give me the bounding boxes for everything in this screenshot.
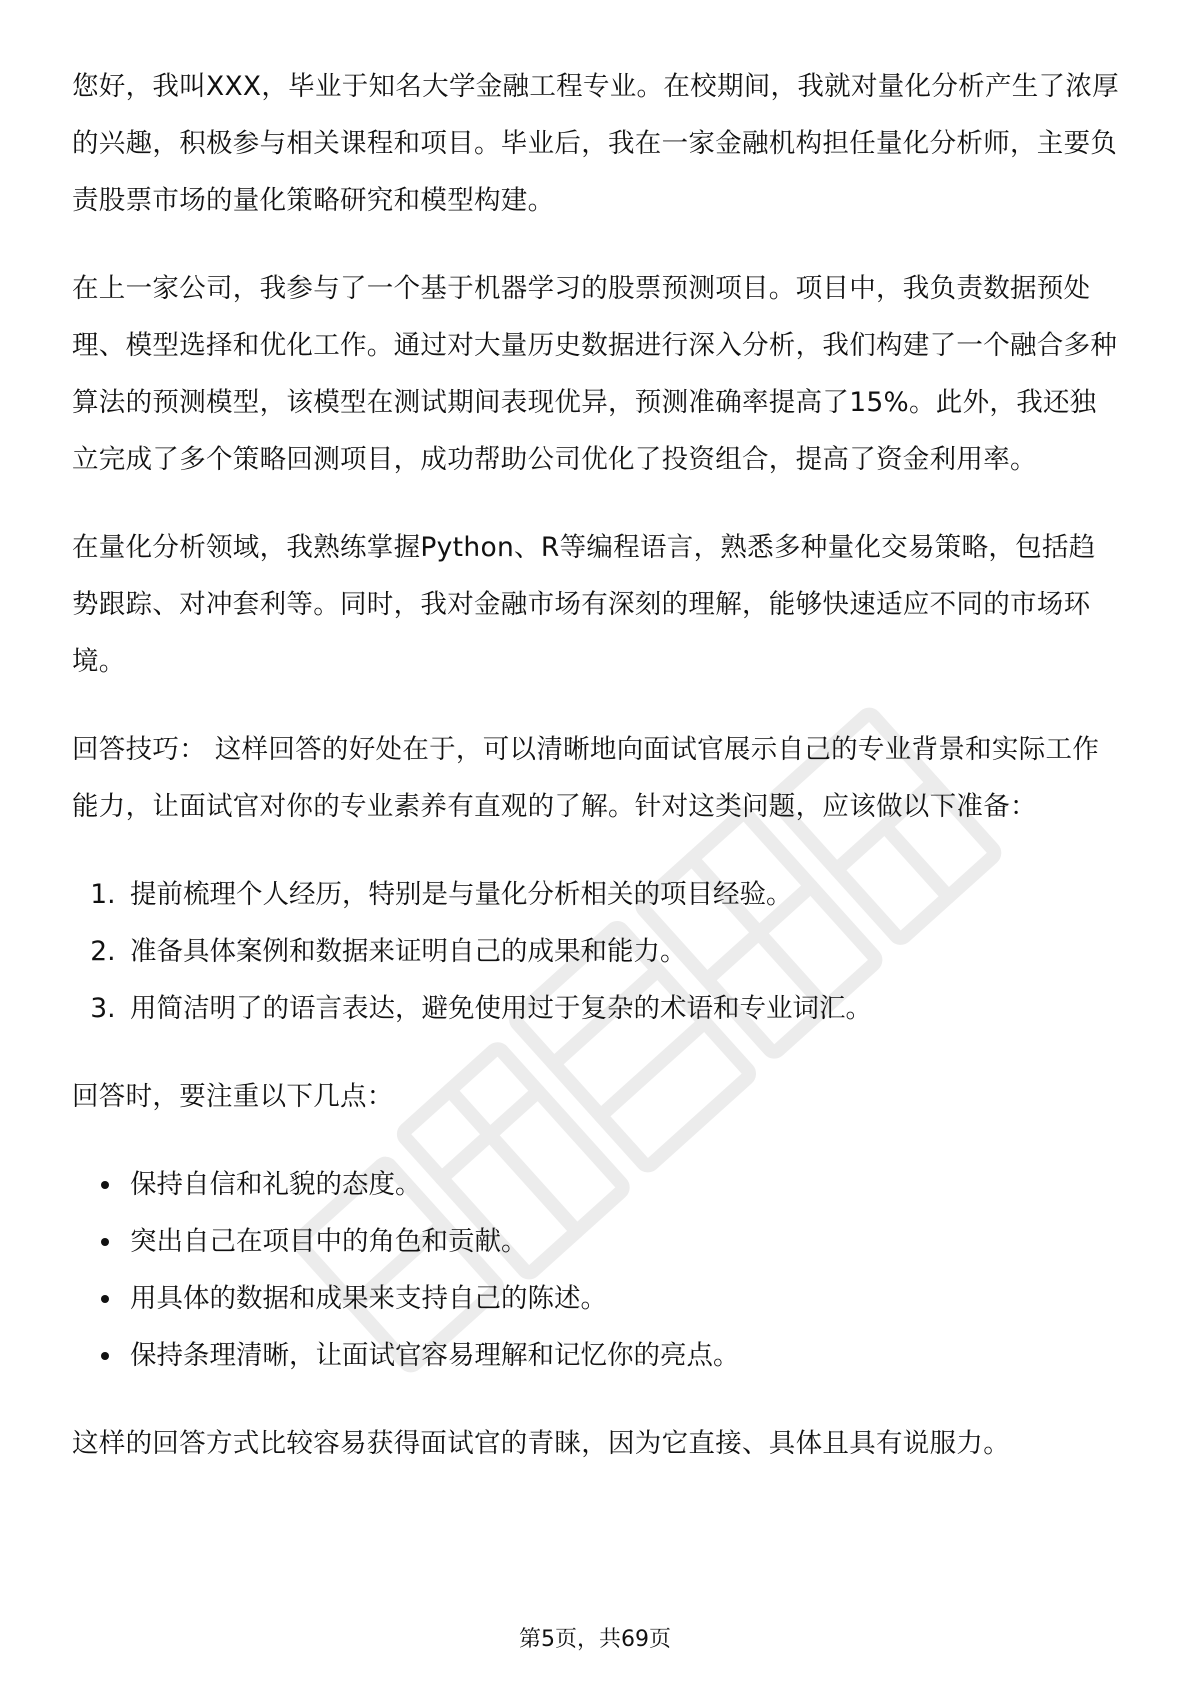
list-item: 3. 用简洁明了的语言表达，避免使用过于复杂的术语和专业词汇。 [124,980,1122,1037]
list-item: 1. 提前梳理个人经历，特别是与量化分析相关的项目经验。 [124,866,1122,923]
list-item: • 突出自己在项目中的角色和贡献。 [124,1213,1122,1270]
paragraph-project: 在上一家公司，我参与了一个基于机器学习的股票预测项目。项目中，我负责数据预处理、模型选择和优化工作。通过对大量历史数据进行深入分析，我们构建了一个融合多种算法的预测模型，该模型在测试期间表现优异，预测准确率提高了15%。此外，我还独立完成了多个策略回测项目，成功帮助公司优化了投资组合，提高了资金利用率。 [72,273,1118,475]
paragraph-conclusion: 这样的回答方式比较容易获得面试官的青睐，因为它直接、具体且具有说服力。 [72,1428,1010,1459]
list-item: • 保持条理清晰，让面试官容易理解和记忆你的亮点。 [124,1327,1122,1384]
key-points-list [72,1156,1122,1384]
paragraph-intro: 您好，我叫XXX，毕业于知名大学金融工程专业。在校期间，我就对量化分析产生了浓厚的兴趣，积极参与相关课程和项目。毕业后，我在一家金融机构担任量化分析师，主要负责股票市场的量化策略研究和模型构建。 [72,71,1119,216]
document-body [72,58,1122,1503]
paragraph-skills: 在量化分析领域，我熟练掌握Python、R等编程语言，熟悉多种量化交易策略，包括趋势跟踪、对冲套利等。同时，我对金融市场有深刻的理解，能够快速适应不同的市场环境。 [72,532,1096,677]
page-number: 第5页，共69页 [519,1627,671,1652]
list-item: • 保持自信和礼貌的态度。 [124,1156,1122,1213]
paragraph-key-points: 回答时，要注重以下几点： [72,1081,394,1112]
list-item: 2. 准备具体案例和数据来证明自己的成果和能力。 [124,923,1122,980]
paragraph-answer-tips: 回答技巧： 这样回答的好处在于，可以清晰地向面试官展示自己的专业背景和实际工作能力，让面试官对你的专业素养有直观的了解。针对这类问题，应该做以下准备： [72,734,1100,822]
list-item: • 用具体的数据和成果来支持自己的陈述。 [124,1270,1122,1327]
preparation-list [72,866,1122,1037]
